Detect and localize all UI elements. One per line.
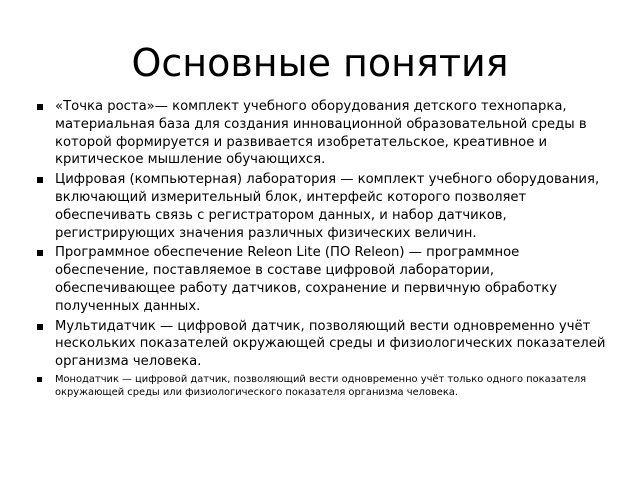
slide-title: Основные понятия xyxy=(131,41,509,85)
bullet-text: Цифровая (компьютерная) лаборатория — комплект учебного оборудования, включающий измерительный блок, интерфейс которого позволяет обеспечивать связь с регистратором данных, и набор датчиков, регистрирующих значения различных физических величин. xyxy=(55,172,600,241)
bullet-item-tochka-rosta xyxy=(34,98,614,169)
bullet-square-icon xyxy=(37,250,43,256)
bullet-item-software xyxy=(34,244,614,315)
bullet-square-icon xyxy=(37,324,43,330)
bullet-text: «Точка роста»— комплект учебного оборудования детского технопарка, материальная база для создания инновационной образовательной среды в которой формируется и развивается изобретательское, креативное и критическое мышление обучающихся. xyxy=(55,99,587,168)
bullet-square-icon xyxy=(37,104,43,110)
bullet-text: Программное обеспечение Releon Lite (ПО Releon) — программное обеспечение, поставляемое в составе цифровой лаборатории, обеспечивающее работу датчиков, сохранение и первичную обработку полученных данных. xyxy=(55,245,558,314)
bullet-item-multisensor xyxy=(34,318,614,371)
bullet-text: Мультидатчик — цифровой датчик, позволяющий вести одновременно учёт нескольких показателей окружающей среды и физиологических показателей организма человека. xyxy=(55,318,606,370)
bullet-item-monosensor xyxy=(34,373,614,400)
bullet-list xyxy=(34,98,614,402)
bullet-square-icon xyxy=(37,377,42,382)
bullet-item-digital-lab xyxy=(34,171,614,242)
bullet-square-icon xyxy=(37,177,43,183)
bullet-text: Монодатчик — цифровой датчик, позволяющий вести одновременно учёт только одного показателя окружающей среды или физиологического показателя организма человека. xyxy=(55,373,587,399)
